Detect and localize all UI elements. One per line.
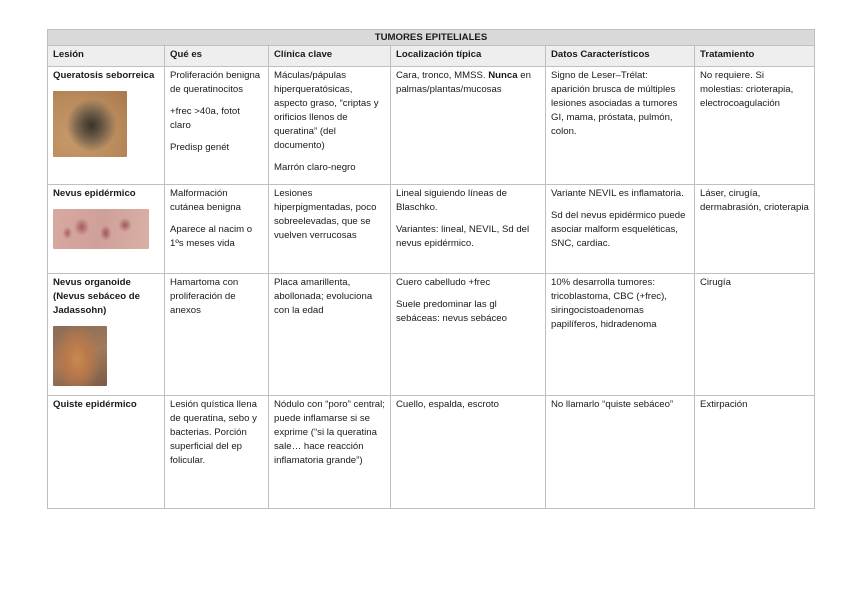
cell-datos	[546, 396, 695, 509]
text: Nódulo con “poro” central; puede inflamarse si se exprime (“si la queratina sale… hace reacción inflamatoria grande”)	[274, 399, 385, 466]
cell-datos	[546, 274, 695, 396]
text: Cara, tronco, MMSS.	[396, 70, 486, 81]
text: Extirpación	[700, 399, 748, 410]
lesion-name: Quiste epidérmico	[53, 399, 137, 410]
text: No requiere. Si molestias: crioterapia, electrocoagulación	[700, 70, 794, 109]
text	[396, 69, 540, 97]
cell-localizacion	[391, 185, 546, 274]
text: Cuero cabelludo +frec	[396, 277, 491, 288]
epidermal-nevus-image	[53, 209, 149, 249]
text: Placa amarillenta, abollonada; evoluciona con la edad	[274, 277, 373, 316]
text: Malformación cutánea benigna	[170, 188, 241, 213]
header-tratamiento: Tratamiento	[695, 46, 815, 67]
lesion-name: Nevus organoide (Nevus sebáceo de Jadassohn)	[53, 277, 140, 316]
cell-tratamiento	[695, 396, 815, 509]
table-row	[48, 274, 815, 396]
text: 10% desarrolla tumores: tricoblastoma, CBC (+frec), siringocistoadenomas papilíferos, hidradenoma	[551, 277, 667, 330]
cell-tratamiento	[695, 67, 815, 185]
text: No llamarlo “quiste sebáceo”	[551, 399, 674, 410]
header-clinica: Clínica clave	[269, 46, 391, 67]
text: Marrón claro-negro	[274, 162, 356, 173]
cell-que-es	[165, 396, 269, 509]
table-row	[48, 185, 815, 274]
cell-que-es	[165, 185, 269, 274]
header-lesion: Lesión	[48, 46, 165, 67]
table-title: TUMORES EPITELIALES	[48, 30, 815, 46]
text: Proliferación benigna de queratinocitos	[170, 70, 261, 95]
header-localizacion: Localización típica	[391, 46, 546, 67]
header-datos: Datos Característicos	[546, 46, 695, 67]
cell-clinica	[269, 67, 391, 185]
cell-localizacion	[391, 274, 546, 396]
text: Variantes: lineal, NEVIL, Sd del nevus epidérmico.	[396, 224, 530, 249]
text: Suele predominar las gl sebáceas: nevus sebáceo	[396, 299, 507, 324]
text: Lesión quística llena de queratina, sebo y bacterias. Porción superficial del ep folicular.	[170, 399, 257, 466]
cell-clinica	[269, 274, 391, 396]
text: Predisp genét	[170, 142, 230, 153]
text: en palmas/plantas/mucosas	[396, 70, 531, 95]
cell-lesion	[48, 396, 165, 509]
cell-clinica	[269, 185, 391, 274]
nevus-sebaceous-image	[53, 326, 107, 386]
text: Hamartoma con proliferación de anexos	[170, 277, 239, 316]
text: Sd del nevus epidérmico puede asociar malform esqueléticas, SNC, cardiac.	[551, 210, 686, 249]
tumores-table	[47, 29, 815, 509]
table-row	[48, 67, 815, 185]
text: Lesiones hiperpigmentadas, poco sobreelevadas, que se vuelven verrucosas	[274, 188, 377, 241]
text: +frec >40a, fotot claro	[170, 106, 240, 131]
text: Máculas/pápulas hiperqueratósicas, aspecto graso, “criptas y orificios llenos de queratina” (del documento)	[274, 70, 379, 151]
lesion-name: Queratosis seborreica	[53, 70, 155, 81]
cell-tratamiento	[695, 274, 815, 396]
cell-localizacion	[391, 67, 546, 185]
cell-clinica	[269, 396, 391, 509]
cell-lesion	[48, 274, 165, 396]
text: Signo de Leser–Trélat: aparición brusca de múltiples lesiones asociadas a tumores GI, mama, próstata, pulmón, colon.	[551, 70, 678, 137]
text: Cuello, espalda, escroto	[396, 399, 499, 410]
cell-que-es	[165, 67, 269, 185]
table-row	[48, 396, 815, 509]
cell-localizacion	[391, 396, 546, 509]
cell-lesion	[48, 67, 165, 185]
emphasis-text: Nunca	[488, 70, 518, 81]
text: Láser, cirugía, dermabrasión, crioterapia	[700, 188, 809, 213]
text: Aparece al nacim o 1ºs meses vida	[170, 224, 253, 249]
text: Variante NEVIL es inflamatoria.	[551, 188, 684, 199]
text: Lineal siguiendo líneas de Blaschko.	[396, 188, 507, 213]
cell-que-es	[165, 274, 269, 396]
header-que-es: Qué es	[165, 46, 269, 67]
cell-datos	[546, 67, 695, 185]
seborrheic-keratosis-image	[53, 91, 127, 157]
lesion-name: Nevus epidérmico	[53, 188, 136, 199]
text: Cirugía	[700, 277, 731, 288]
cell-datos	[546, 185, 695, 274]
cell-lesion	[48, 185, 165, 274]
cell-tratamiento	[695, 185, 815, 274]
